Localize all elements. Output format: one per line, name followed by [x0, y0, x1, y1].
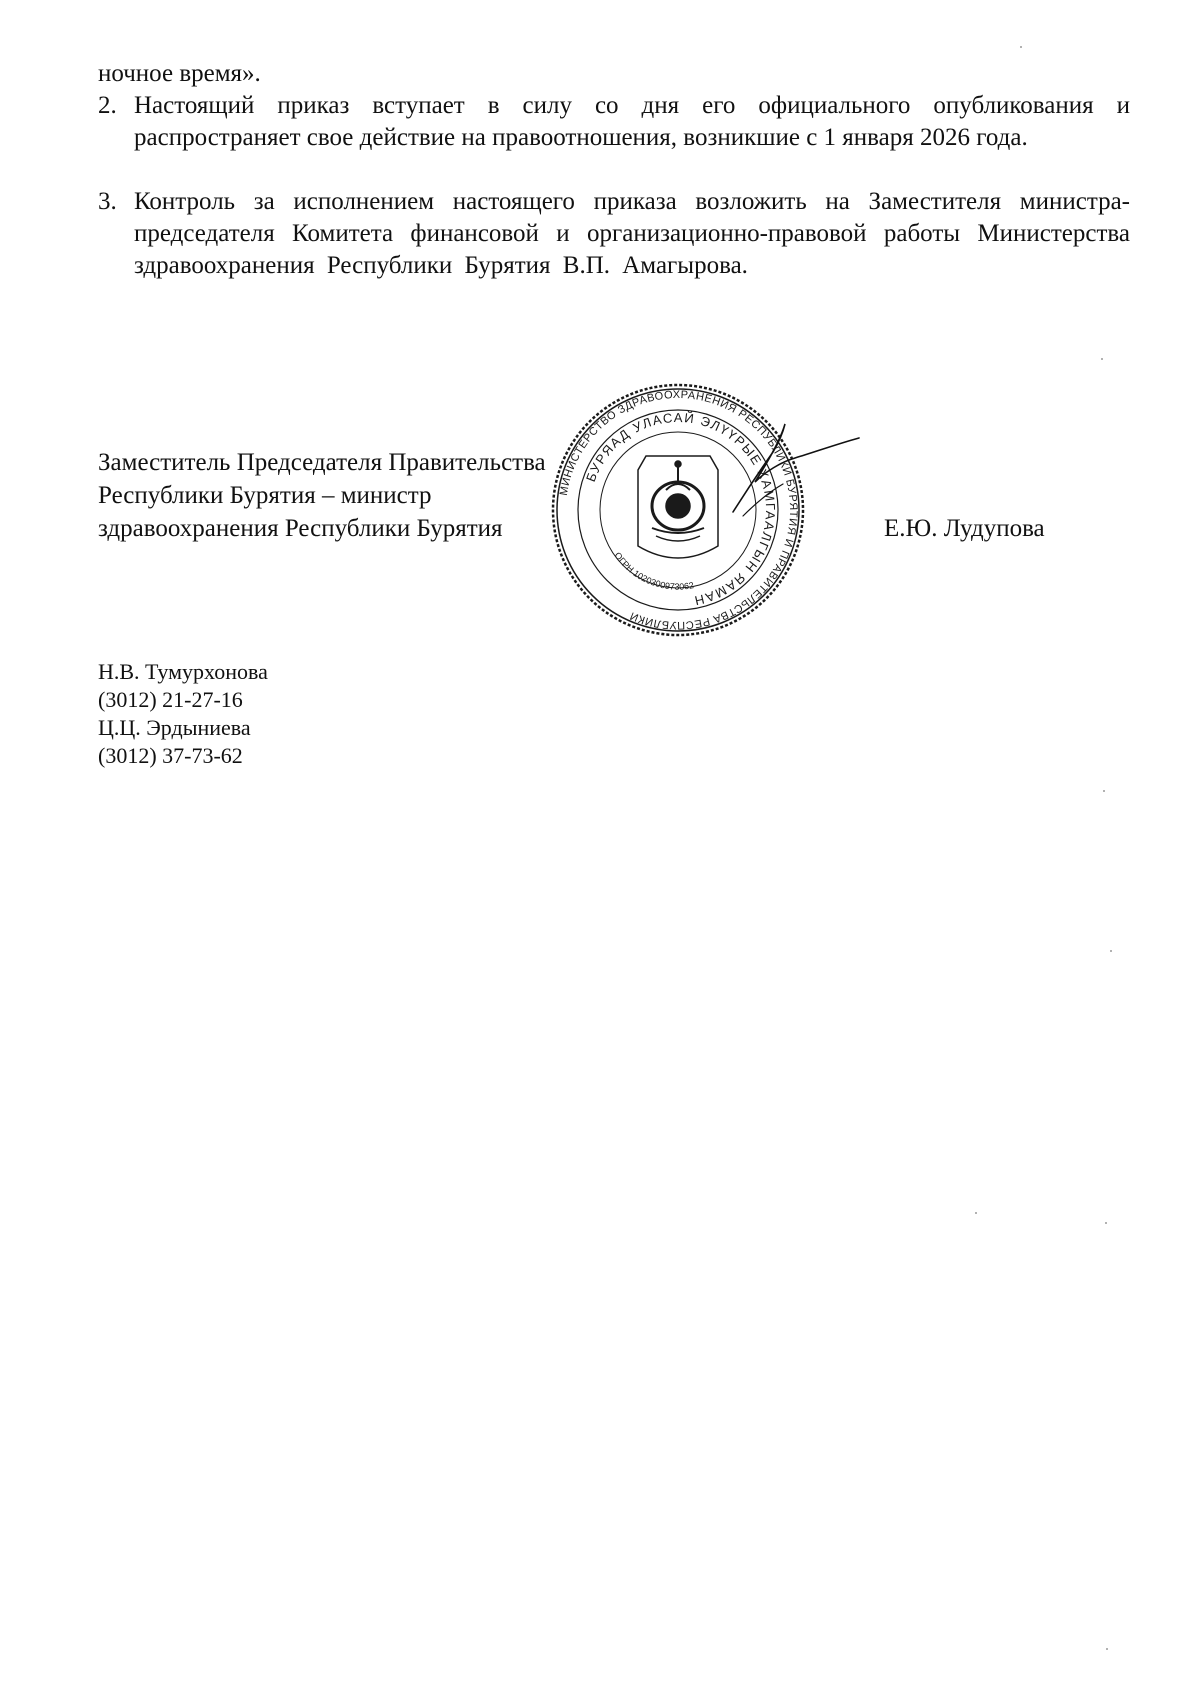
stamp-ogrn-text: ОГРН 1020300973062 [612, 550, 695, 592]
scan-speck [1020, 46, 1022, 48]
signatory-name: Е.Ю. Лудупова [884, 515, 1045, 542]
order-item-3 [98, 186, 1130, 282]
scan-speck [1101, 358, 1103, 360]
signatory-position [98, 446, 546, 545]
stamp-outer-text: МИНИСТЕРСТВО ЗДРАВООХРАНЕНИЯ РЕСПУБЛИКИ БУРЯТИЯ И ПРАВИТЕЛЬСТВА РЕСПУБЛИКИ [557, 388, 800, 632]
svg-text:ОГРН 1020300973062 [613, 550, 695, 591]
scan-speck [1106, 1648, 1108, 1650]
contacts-block [98, 658, 268, 770]
signatory-position-line: здравоохранения Республики Бурятия [98, 515, 503, 542]
order-item-2 [98, 90, 1130, 154]
signatory-position-line: Республики Бурятия – министр [98, 482, 432, 509]
stamp-inner-text: БУРЯАД УЛАСАЙ ЭЛҮҮРЫЕ ХАМГААЛГЫН ЯАМАН [582, 409, 779, 609]
coat-of-arms-icon [638, 456, 718, 558]
scan-speck [1103, 790, 1105, 792]
item-text: Настоящий приказ вступает в силу со дня его официального опубликования и распространяет свое действие на правоотношения, возникшие с 1 января 2026 года. [134, 92, 1130, 151]
scan-speck [1105, 1222, 1107, 1224]
item-number: 3. [98, 188, 117, 215]
contact-line: Ц.Ц. Эрдыниева [98, 715, 251, 740]
continuation-text: ночное время». [98, 60, 261, 87]
item-number: 2. [98, 92, 117, 119]
item-text: Контроль за исполнением настоящего приказа возложить на Заместителя министра-председателя Комитета финансовой и организационно-правовой работы Министерства здравоохранения Республики Бурятия В.П. Амагырова. [134, 188, 1130, 279]
scan-speck [1110, 950, 1112, 952]
scan-speck [975, 1212, 977, 1214]
handwritten-signature [725, 420, 865, 530]
contact-line: Н.В. Тумурхонова [98, 659, 268, 684]
contact-line: (3012) 21-27-16 [98, 687, 243, 712]
contact-line: (3012) 37-73-62 [98, 743, 243, 768]
signatory-position-line: Заместитель Председателя Правительства [98, 449, 546, 476]
